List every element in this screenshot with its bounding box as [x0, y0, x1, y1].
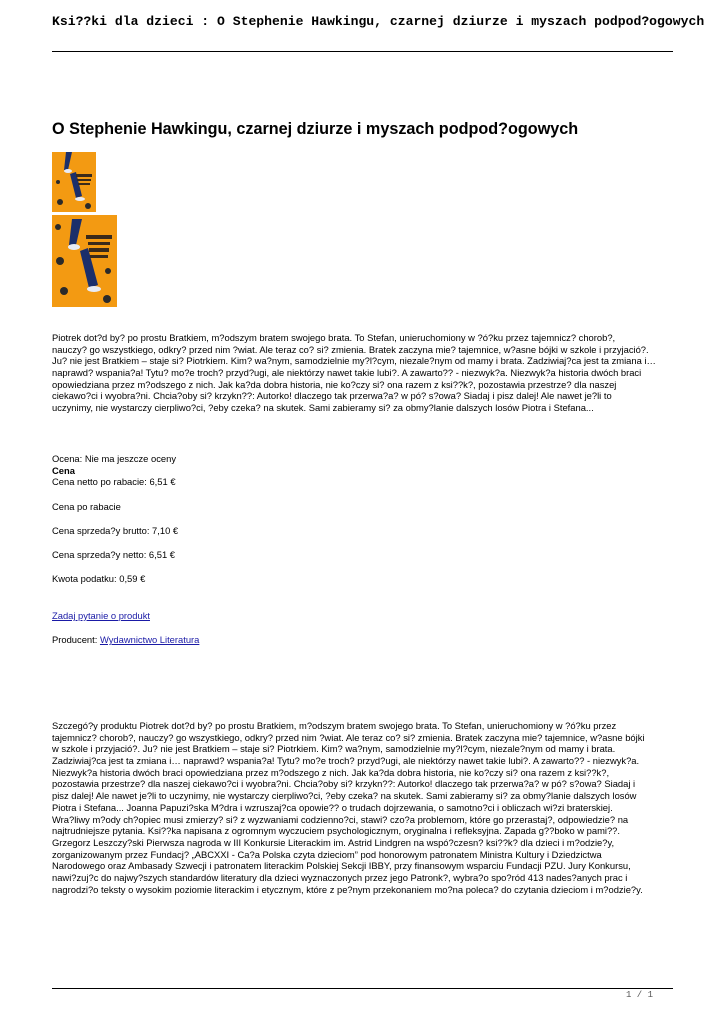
- details-line: w szkole i przyjació?. Ju? nie jest Bratkiem – staje si? Piotrkiem. Kim? wa?nym, samodzielnie my?l?cym, niezale?nym od mamy i brata.: [52, 743, 616, 755]
- gross-sale-price: Cena sprzeda?y brutto: 7,10 €: [52, 524, 179, 536]
- description-line: uczynimy, nie wystarczy cierpliwo?ci, ?eby czeka? na skutek. Sami zabieramy si? za obmy?lanie dalszych losów Piotra i Stefana...: [52, 402, 594, 414]
- description-line: Piotrek dot?d by? po prostu Bratkiem, m?odszym bratem swojego brata. To Stefan, unieruchomiony w ?ó?ku przez tajemnicz? chorob?,: [52, 332, 616, 343]
- details-line: Niezwyk?a historia dwóch braci opowiedziana przez m?odszego z nich. Jak ka?da dobra historia, nie ko?czy si? ona razem z ksi??k?,: [52, 766, 610, 778]
- book-cover-image: [52, 215, 117, 307]
- description-line: Ju? nie jest Bratkiem – staje si? Piotrkiem. Kim? wa?nym, samodzielnie my?l?cym, niezale?nym od mamy i brata. Zadziwiaj?ca jest ta zmiana i…: [52, 355, 656, 367]
- page-header-title: Ksi??ki dla dzieci : O Stephenie Hawkingu, czarnej dziurze i myszach podpod?ogowych: [52, 14, 705, 29]
- footer-divider: [52, 988, 673, 989]
- book-cover-large[interactable]: [52, 215, 117, 307]
- details-line: Piotra i Stefana... Joanna Papuzi?ska M?dra i wzruszaj?ca opowie?? o trudach dojrzewania, o samotno?ci i obliczach wi?zi braterskiej.: [52, 801, 613, 813]
- details-line: Szczegó?y produktu Piotrek dot?d by? po prostu Bratkiem, m?odszym bratem swojego brata. To Stefan, unieruchomiony w ?ó?ku przez: [52, 720, 617, 731]
- book-cover-image: [52, 152, 96, 212]
- details-line: nagrodzi?o teksty o wysokim poziomie literackim i etycznym, które z pe?nym przekonaniem mo?na poleca? do czytania dzieciom i m?odzie?y.: [52, 883, 643, 895]
- details-line: pozostawia przestrze? dla naszej ciekawo?ci i wyobra?ni. Chcia?oby si? krzykn??: Autorko! dlaczego tak przerwa?a? w pó? s?owa? Siadaj i: [52, 778, 636, 790]
- ask-question-link[interactable]: Zadaj pytanie o produkt: [52, 609, 150, 621]
- details-line: Grzegorz Leszczy?ski Pierwsza nagroda w III Konkursie Literackim im. Astrid Lindgren na wspó?czesn? ksi??k? dla dzieci i m?odzie?y,: [52, 836, 615, 848]
- producer-link[interactable]: Wydawnictwo Literatura: [99, 634, 200, 645]
- details-line: Wra?liwy m?ody ch?opiec musi zmierzy? si? z wyzwaniami codzienno?ci, stawi? czo?a problemom, które go przerastaj?, odpowiedzie? na: [52, 813, 629, 825]
- tax-amount: Kwota podatku: 0,59 €: [52, 573, 146, 585]
- details-line: najtrudniejsze pytania. Ksi??ka napisana z ogromnym wyczuciem psychologicznym, oryginalna i refleksyjna. Zapada g??boko w pami??.: [52, 825, 621, 837]
- product-details: [52, 720, 677, 895]
- description-line: naprawd? wspania?a! Tytu? mo?e troch? przyd?ugi, ale niektórzy nawet takie lubi?. A zawarto?? - niezwyk?a. Niezwyk?a historia dwóch braci: [52, 367, 642, 379]
- product-title: O Stephenie Hawkingu, czarnej dziurze i myszach podpod?ogowych: [52, 120, 579, 138]
- description-line: opowiedziana przez m?odszego z nich. Jak ka?da dobra historia, nie ko?czy si? ona razem z ksi??k?, pozostawia przestrze? dla naszej: [52, 378, 617, 390]
- net-after-discount: Cena netto po rabacie: 6,51 €: [52, 476, 176, 488]
- producer-label: Producent:: [52, 634, 100, 645]
- net-sale-price: Cena sprzeda?y netto: 6,51 €: [52, 548, 176, 560]
- details-line: pisz dalej! Ale nawet je?li to uczynimy, nie wystarczy cierpliwo?ci, ?eby czeka? na skutek. Sami zabieramy si? za obmy?lanie dalszych losów: [52, 790, 637, 802]
- details-line: Narodowego oraz Ambasady Szwecji i patronatem literackim Polskiej Sekcji IBBY, przy finansowym wsparciu Fundacji PZU. Jury Konkursu,: [52, 860, 631, 872]
- details-line: zorganizowanym przez Fundacj? „ABCXXI - Ca?a Polska czyta dzieciom” pod honorowym patronatem Ministra Kultury i Dziedzictwa: [52, 848, 602, 860]
- book-cover-thumbnail[interactable]: [52, 152, 96, 212]
- details-line: nawi?zuj?c do najwy?szych standardów literatury dla dzieci wyznaczonych przez jego Patronk?, wybra?o spo?ród 413 nades?anych prac i: [52, 871, 628, 883]
- page-number: 1 / 1: [626, 990, 654, 1000]
- product-description: [52, 332, 677, 414]
- description-line: nauczy? go wszystkiego, odkry? przed nim ?wiat. Ale teraz co? si? zmienia. Bratek zaczyna mie? tajemnice, w?asne bójki w szkole i przyjació?.: [52, 343, 649, 355]
- header-divider: [52, 51, 673, 52]
- rating-text: Ocena: Nie ma jeszcze oceny: [52, 453, 177, 464]
- details-line: tajemnicz? chorob?, nauczy? go wszystkiego, odkry? przed nim ?wiat. Ale teraz co? si? zmienia. Bratek zaczyna mie? tajemnice, w?asne bójki: [52, 731, 645, 743]
- after-discount-label: Cena po rabacie: [52, 500, 121, 512]
- pricing-section: [52, 453, 677, 646]
- description-line: ciekawo?ci i wyobra?ni. Chcia?oby si? krzykn??: Autorko! dlaczego tak przerwa?a? w pó? s?owa? Siadaj i pisz dalej! Ale nawet je?li to: [52, 390, 612, 402]
- details-line: Zadziwiaj?ca jest ta zmiana i… naprawd? wspania?a! Tytu? mo?e troch? przyd?ugi, ale niektórzy nawet takie lubi?. A zawarto?? - niezwyk?a.: [52, 755, 640, 767]
- price-heading: Cena: [52, 464, 75, 476]
